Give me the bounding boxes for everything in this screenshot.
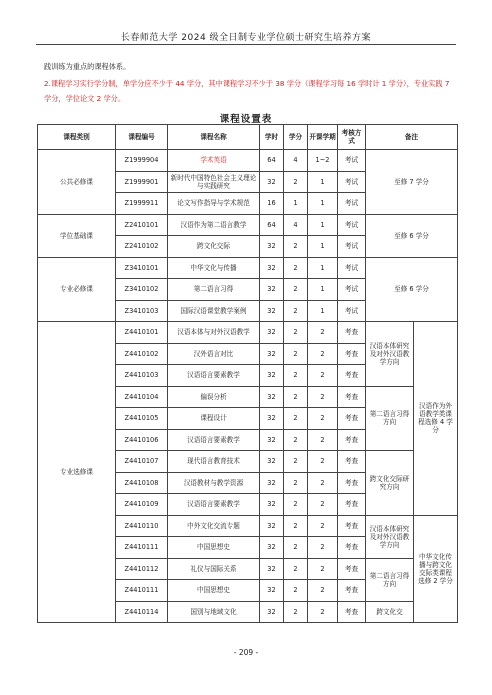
course-name: 中华文化与传播 <box>168 257 260 279</box>
course-credits: 2 <box>284 300 308 322</box>
subdirection-a3: 跨文化交际研究方向 <box>366 451 414 516</box>
course-name: 学术英语 <box>168 150 260 172</box>
course-hours: 32 <box>260 537 284 559</box>
course-name: 汉语本体与对外汉语教学 <box>168 322 260 344</box>
course-exam: 考查 <box>338 580 366 602</box>
table-row <box>38 322 458 344</box>
course-exam: 考查 <box>338 386 366 408</box>
course-credits: 2 <box>284 365 308 387</box>
table-header-row <box>38 125 458 150</box>
course-hours: 32 <box>260 472 284 494</box>
course-exam: 考试 <box>338 236 366 258</box>
course-hours: 64 <box>260 150 284 172</box>
course-name: 汉语语言要素教学 <box>168 494 260 516</box>
course-exam: 考试 <box>338 257 366 279</box>
course-semester: 2 <box>308 494 338 516</box>
header-hours: 学时 <box>260 125 284 150</box>
course-semester: 2 <box>308 537 338 559</box>
course-semester: 1~2 <box>308 150 338 172</box>
course-semester: 2 <box>308 365 338 387</box>
course-code: Z4410111 <box>116 537 168 559</box>
subdirection-b2: 第二语言习得方向 <box>366 558 414 601</box>
course-exam: 考试 <box>338 300 366 322</box>
course-hours: 32 <box>260 386 284 408</box>
course-semester: 2 <box>308 429 338 451</box>
course-code: Z4410101 <box>116 322 168 344</box>
course-name: 偏误分析 <box>168 386 260 408</box>
course-credits: 2 <box>284 580 308 602</box>
course-name: 汉语作为第二语言教学 <box>168 214 260 236</box>
course-hours: 32 <box>260 408 284 430</box>
course-code: Z3410101 <box>116 257 168 279</box>
table-row <box>38 150 458 172</box>
course-semester: 2 <box>308 322 338 344</box>
course-semester: 2 <box>308 472 338 494</box>
course-hours: 32 <box>260 365 284 387</box>
course-name: 中外文化交流专题 <box>168 515 260 537</box>
subdirection-a1: 汉语本体研究及对外汉语教学方向 <box>366 322 414 387</box>
course-hours: 32 <box>260 322 284 344</box>
course-hours: 16 <box>260 193 284 215</box>
course-semester: 2 <box>308 408 338 430</box>
course-credits: 2 <box>284 171 308 193</box>
course-credits: 2 <box>284 429 308 451</box>
course-credits: 2 <box>284 494 308 516</box>
course-exam: 考查 <box>338 515 366 537</box>
course-credits: 2 <box>284 322 308 344</box>
course-hours: 32 <box>260 279 284 301</box>
intro-paragraph-2 <box>44 76 454 106</box>
course-hours: 32 <box>260 257 284 279</box>
course-name: 中国思想史 <box>168 537 260 559</box>
course-credits: 2 <box>284 537 308 559</box>
table-row <box>38 257 458 279</box>
subdirection-a2: 第二语言习得方向 <box>366 386 414 451</box>
course-exam: 考查 <box>338 537 366 559</box>
course-exam: 考查 <box>338 365 366 387</box>
header-credits: 学分 <box>284 125 308 150</box>
course-exam: 考试 <box>338 193 366 215</box>
course-credits: 4 <box>284 150 308 172</box>
course-credits: 2 <box>284 343 308 365</box>
course-exam: 考查 <box>338 601 366 623</box>
course-hours: 32 <box>260 601 284 623</box>
elective-note-a: 汉语作为外语教学类课程选修 4 学分 <box>414 322 458 516</box>
course-hours: 32 <box>260 558 284 580</box>
course-semester: 2 <box>308 386 338 408</box>
subdirection-b3: 跨文化交 <box>366 601 414 623</box>
course-name: 论文写作指导与学术规范 <box>168 193 260 215</box>
course-credits: 2 <box>284 558 308 580</box>
course-name: 汉语教材与教学资源 <box>168 472 260 494</box>
course-hours: 32 <box>260 515 284 537</box>
course-code: Z1999901 <box>116 171 168 193</box>
course-name: 汉语语言要素教学 <box>168 365 260 387</box>
course-code: Z4410107 <box>116 451 168 473</box>
course-code: Z4410103 <box>116 365 168 387</box>
course-semester: 1 <box>308 214 338 236</box>
course-exam: 考试 <box>338 171 366 193</box>
course-semester: 2 <box>308 580 338 602</box>
course-code: Z4410106 <box>116 429 168 451</box>
header-category: 课程类别 <box>38 125 116 150</box>
group-public: 公共必修课 <box>38 150 116 215</box>
course-semester: 2 <box>308 343 338 365</box>
course-name: 现代语言教育技术 <box>168 451 260 473</box>
course-hours: 64 <box>260 214 284 236</box>
course-semester: 1 <box>308 193 338 215</box>
elective-note-b: 中华文化传播与跨文化交际类课程选修 2 学分 <box>414 515 458 623</box>
header-code: 课程编号 <box>116 125 168 150</box>
course-credits: 2 <box>284 515 308 537</box>
group-major-elective: 专业选修课 <box>38 322 116 623</box>
course-exam: 考试 <box>338 214 366 236</box>
course-credits: 2 <box>284 279 308 301</box>
course-name: 跨文化交际 <box>168 236 260 258</box>
course-name: 国别与地域文化 <box>168 601 260 623</box>
credit-requirement-text: 2.课程学习实行学分制，单学分应不少于 44 学分，其中课程学习不少于 38 学分（课程学习每 16 学时计 1 学分），专业实践 7 学分，学位论文 2 学分。 <box>44 79 450 103</box>
course-semester: 2 <box>308 451 338 473</box>
note-degree: 至修 6 学分 <box>366 214 458 257</box>
course-semester: 1 <box>308 171 338 193</box>
course-semester: 2 <box>308 558 338 580</box>
course-hours: 32 <box>260 451 284 473</box>
header-notes: 备注 <box>366 125 458 150</box>
header-exam: 考核方式 <box>338 125 366 150</box>
course-credits: 2 <box>284 472 308 494</box>
course-exam: 考查 <box>338 343 366 365</box>
course-code: Z1999904 <box>116 150 168 172</box>
header-semester: 开课学期 <box>308 125 338 150</box>
course-semester: 2 <box>308 515 338 537</box>
group-degree: 学位基础课 <box>38 214 116 257</box>
course-hours: 32 <box>260 300 284 322</box>
note-major-required: 至修 6 学分 <box>366 257 458 322</box>
course-code: Z4410104 <box>116 386 168 408</box>
page-number: - 209 - <box>233 648 259 657</box>
course-code: Z4410110 <box>116 515 168 537</box>
course-code: Z1999911 <box>116 193 168 215</box>
course-code: Z4410102 <box>116 343 168 365</box>
course-exam: 考试 <box>338 150 366 172</box>
course-exam: 考查 <box>338 322 366 344</box>
course-code: Z4410114 <box>116 601 168 623</box>
table-row <box>38 214 458 236</box>
document-header-title: 长春师范大学 2024 级全日制专业学位硕士研究生培养方案 <box>120 33 372 43</box>
header-rule <box>36 44 456 45</box>
course-code: Z3410103 <box>116 300 168 322</box>
course-code: Z4410108 <box>116 472 168 494</box>
course-credits: 2 <box>284 451 308 473</box>
course-exam: 考查 <box>338 494 366 516</box>
course-code: Z4410112 <box>116 558 168 580</box>
course-code: Z2410102 <box>116 236 168 258</box>
course-hours: 32 <box>260 580 284 602</box>
course-credits: 2 <box>284 408 308 430</box>
course-code: Z4410111 <box>116 580 168 602</box>
course-exam: 考试 <box>338 279 366 301</box>
note-public: 至修 7 学分 <box>366 150 458 215</box>
course-code: Z4410109 <box>116 494 168 516</box>
course-semester: 2 <box>308 601 338 623</box>
course-code: Z2410101 <box>116 214 168 236</box>
course-credits: 1 <box>284 193 308 215</box>
course-credits: 2 <box>284 601 308 623</box>
course-code: Z4410105 <box>116 408 168 430</box>
course-exam: 考查 <box>338 451 366 473</box>
course-hours: 32 <box>260 236 284 258</box>
course-name: 第二语言习得 <box>168 279 260 301</box>
course-hours: 32 <box>260 429 284 451</box>
course-code: Z3410102 <box>116 279 168 301</box>
course-semester: 1 <box>308 279 338 301</box>
course-exam: 考查 <box>338 472 366 494</box>
table-title: 课程设置表 <box>219 114 273 125</box>
course-exam: 考查 <box>338 429 366 451</box>
course-name: 新时代中国特色社会主义理论与实践研究 <box>168 171 260 193</box>
course-name: 汉语语言要素教学 <box>168 429 260 451</box>
course-credits: 2 <box>284 257 308 279</box>
course-credits: 2 <box>284 386 308 408</box>
course-table <box>37 124 458 623</box>
group-major-required: 专业必修课 <box>38 257 116 322</box>
course-name: 汉外语言对比 <box>168 343 260 365</box>
course-exam: 考查 <box>338 408 366 430</box>
course-name: 礼仪与国际关系 <box>168 558 260 580</box>
course-exam: 考查 <box>338 558 366 580</box>
course-name: 国际汉语课堂教学案例 <box>168 300 260 322</box>
course-credits: 2 <box>284 236 308 258</box>
subdirection-b1: 汉语本体研究及对外汉语教学方向 <box>366 515 414 558</box>
course-semester: 1 <box>308 300 338 322</box>
course-semester: 1 <box>308 236 338 258</box>
header-name: 课程名称 <box>168 125 260 150</box>
course-name: 中国思想史 <box>168 580 260 602</box>
course-hours: 32 <box>260 171 284 193</box>
course-hours: 32 <box>260 343 284 365</box>
course-semester: 1 <box>308 257 338 279</box>
course-name: 课程设计 <box>168 408 260 430</box>
intro-paragraph-1: 践训练为重点的课程体系。 <box>44 62 131 71</box>
course-credits: 4 <box>284 214 308 236</box>
course-hours: 32 <box>260 494 284 516</box>
